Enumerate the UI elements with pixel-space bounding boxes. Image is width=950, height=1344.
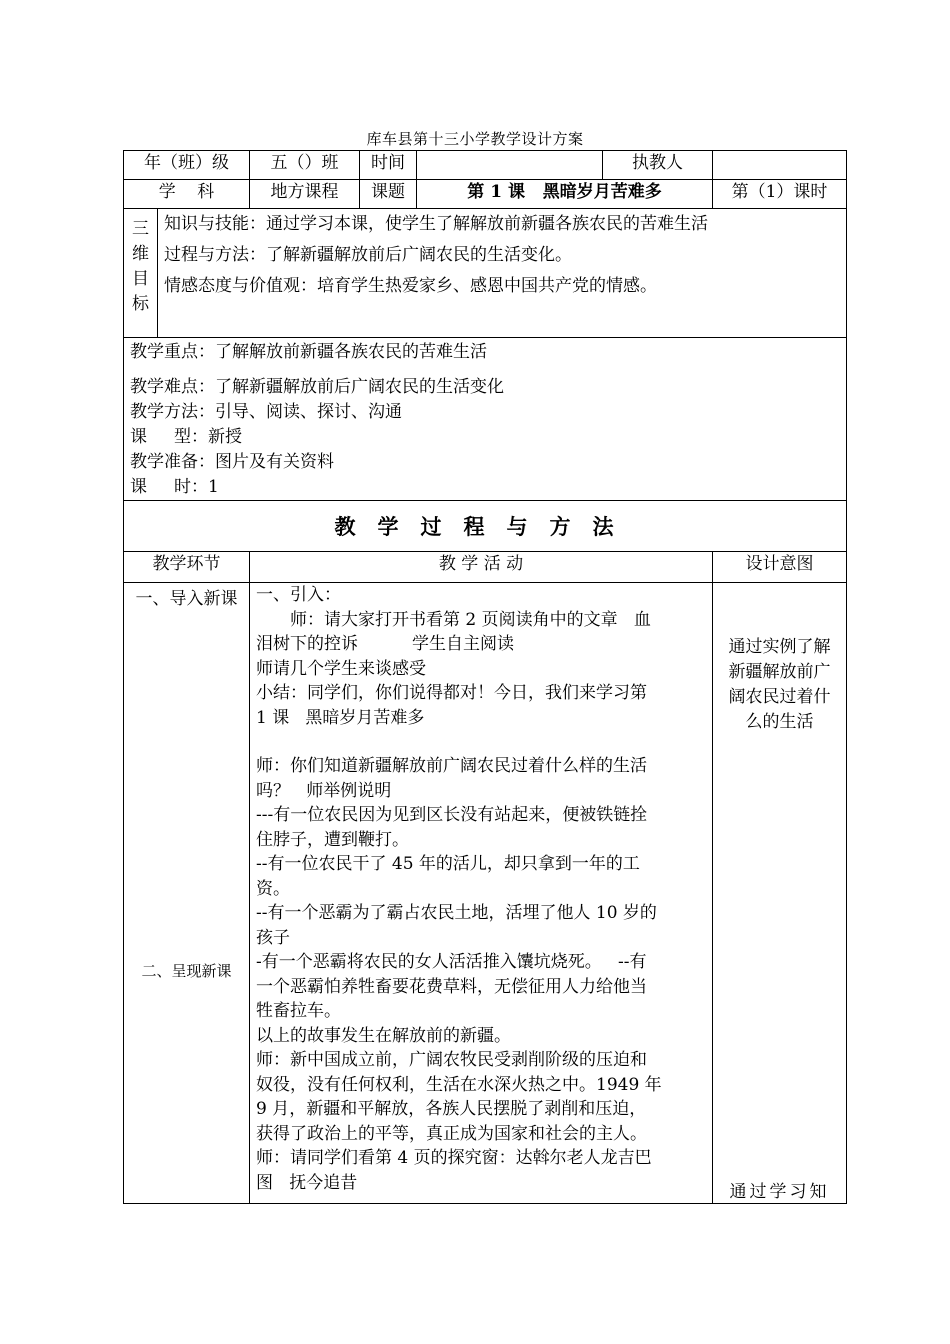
activity-line: 小结：同学们，你们说得都对！今日，我们来学习第	[256, 683, 647, 703]
section-row	[124, 501, 847, 552]
subject-value: 地方课程	[250, 180, 360, 209]
activity-line: 孩子	[256, 927, 290, 948]
grade-label: 年（班）级	[124, 151, 250, 180]
goals-label	[124, 209, 158, 338]
teaching-info	[124, 338, 847, 501]
preparation: 教学准备：图片及有关资料	[130, 452, 334, 472]
teacher-value	[713, 151, 847, 180]
column-intent: 设计意图	[713, 552, 847, 583]
topic-label: 课题	[360, 180, 417, 209]
time-label: 时间	[360, 151, 417, 180]
activity-line: 师请几个学生来谈感受	[256, 658, 426, 679]
info-row	[124, 338, 847, 501]
goals-label-char: 维	[132, 244, 149, 264]
stage-cell	[124, 583, 250, 1204]
activity-line: 奴役，没有任何权利，生活在水深火热之中。1949 年	[256, 1074, 662, 1095]
activity-line: 以上的故事发生在解放前的新疆。	[256, 1025, 511, 1046]
lesson-type: 课 型：新授	[130, 427, 243, 447]
goals-content	[158, 209, 847, 338]
key-point: 教学重点：了解解放前新疆各族农民的苦难生活	[130, 342, 487, 362]
intent-text-1: 通过实例了解新疆解放前广阔农民过着什么的生活	[728, 637, 831, 732]
grade-value: 五（）班	[250, 151, 360, 180]
section-title: 教学过程与方法	[124, 501, 847, 552]
activity-line: 图 抚今追昔	[256, 1172, 358, 1193]
lesson-hours: 课 时：1	[130, 477, 219, 497]
goal-process: 过程与方法：了解新疆解放前后广阔农民的生活变化。	[164, 245, 572, 265]
goals-label-char: 标	[132, 294, 149, 314]
columns-header-row	[124, 552, 847, 583]
goals-label-char: 三	[132, 219, 149, 239]
activity-line: 牲畜拉车。	[256, 1001, 341, 1021]
column-stage: 教学环节	[124, 552, 250, 583]
activity-line: -有一个恶霸将农民的女人活活推入馕坑烧死。 --有	[256, 952, 647, 972]
activity-line: 泪树下的控诉 学生自主阅读	[256, 634, 515, 654]
activity-line: 一个恶霸怕养牲畜要花费草料，无偿征用人力给他当	[256, 976, 647, 997]
subject-label: 学 科	[124, 180, 250, 209]
difficulty: 教学难点：了解新疆解放前后广阔农民的生活变化	[130, 377, 504, 397]
activity-line: 师：请同学们看第 4 页的探究窗：达斡尔老人龙吉巴	[256, 1148, 652, 1168]
stage-intro: 一、导入新课	[135, 589, 238, 609]
period-value: 第（1）课时	[713, 180, 847, 209]
activity-line: 师：请大家打开书看第 2 页阅读角中的文章 血	[290, 609, 651, 630]
activity-line: 住脖子，遭到鞭打。	[256, 829, 409, 850]
activity-line	[256, 730, 706, 754]
time-value	[417, 151, 603, 180]
activity-line: ---有一位农民因为见到区长没有站起来，便被铁链拴	[256, 805, 648, 825]
activity-line: 吗？ 师举例说明	[256, 780, 392, 801]
topic-value: 第 1 课 黑暗岁月苦难多	[417, 180, 713, 209]
lesson-plan-table	[123, 150, 847, 1204]
teacher-label: 执教人	[603, 151, 713, 180]
stage-new-lesson: 二、呈现新课	[141, 962, 232, 980]
teaching-method: 教学方法：引导、阅读、探讨、沟通	[130, 402, 402, 422]
activity-line: 获得了政治上的平等，真正成为国家和社会的主人。	[256, 1123, 647, 1144]
header-row-1	[124, 151, 847, 180]
activity-line: 一、引入：	[256, 585, 341, 605]
goals-row	[124, 209, 847, 338]
intent-cell	[713, 583, 847, 1204]
goal-attitude: 情感态度与价值观：培育学生热爱家乡、感恩中国共产党的情感。	[164, 276, 657, 296]
activity-line: 9 月，新疆和平解放，各族人民摆脱了剥削和压迫，	[256, 1099, 647, 1119]
goals-label-char: 目	[132, 269, 149, 289]
column-activity: 教 学 活 动	[250, 552, 713, 583]
main-content-row	[124, 583, 847, 1204]
activity-line: --有一个恶霸为了霸占农民土地，活埋了他人 10 岁的	[256, 903, 657, 923]
activity-line: 师：你们知道新疆解放前广阔农民过着什么样的生活	[256, 756, 647, 776]
intent-text-2: 通过学习知	[729, 1182, 830, 1202]
activity-line: 1 课 黑暗岁月苦难多	[256, 707, 425, 728]
activity-line: --有一位农民干了 45 年的活儿，却只拿到一年的工	[256, 854, 640, 874]
header-row-2	[124, 180, 847, 209]
goal-knowledge: 知识与技能：通过学习本课，使学生了解解放前新疆各族农民的苦难生活	[164, 214, 708, 234]
activity-cell	[250, 583, 713, 1204]
document-title: 库车县第十三小学教学设计方案	[366, 130, 584, 148]
activity-line: 资。	[256, 878, 290, 899]
activity-line: 师：新中国成立前，广阔农牧民受剥削阶级的压迫和	[256, 1050, 647, 1070]
